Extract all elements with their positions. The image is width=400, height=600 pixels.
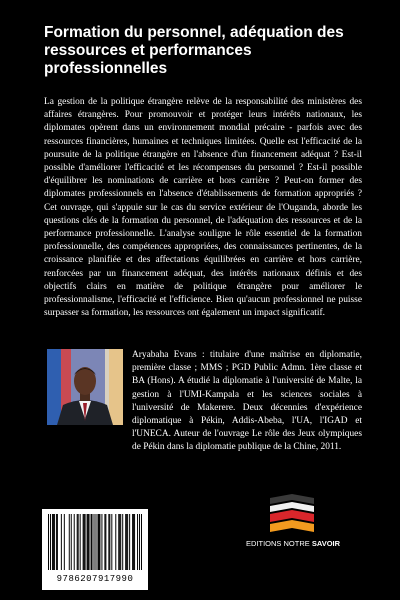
barcode-bar [139, 514, 140, 570]
barcode-bar [92, 514, 93, 570]
barcode-bars [48, 514, 142, 570]
barcode-bar [77, 514, 78, 570]
barcode-bar [119, 514, 120, 570]
barcode-bar [71, 514, 72, 570]
barcode-bar [115, 514, 116, 570]
author-portrait-icon [47, 349, 123, 425]
author-photo [47, 349, 123, 425]
isbn-number: 9786207917990 [56, 574, 134, 584]
barcode-bar [91, 514, 92, 570]
barcode-bar [54, 514, 55, 570]
open-book-stack-logo-icon [246, 494, 338, 534]
publisher-logo [246, 494, 341, 550]
barcode-bar [87, 514, 88, 570]
barcode-bar [105, 514, 106, 570]
author-bio: Aryabaha Evans : titulaire d'une maîtrise en diplomatie, première classe ; MMS ; PGD Public Admn. 1ère classe et BA (Hons). A étudié la diplomatie à l'université de Malte, la gestion à l'UMI-Kampala et les sciences sociales à l'université de Makerere. Deux décennies d'expérience diplomatique à Pékin, Addis-Abeba, l'UA, l'IGAD et l'UNECA. Auteur de l'ouvrage Le rôle des Jeux olympiques de Pékin dans la diplomatie publique de la Chine, 2011. [132, 350, 362, 453]
barcode-bar [52, 514, 53, 570]
barcode-bar [89, 514, 90, 570]
barcode-bar [61, 514, 62, 570]
publisher-name-part1: EDITIONS NOTRE [246, 539, 312, 548]
barcode-bar [122, 514, 123, 570]
book-title: Formation du personnel, adéquation des ressources et performances professionnelles [44, 24, 344, 77]
barcode-bar [95, 514, 96, 570]
barcode-bar [74, 514, 75, 570]
barcode-bar [69, 514, 70, 570]
barcode-bar [125, 514, 126, 570]
publisher-name-part2: SAVOIR [311, 539, 341, 548]
barcode-bar [134, 514, 135, 570]
barcode-bar [56, 514, 57, 570]
barcode-bar [78, 514, 79, 570]
publisher-name [246, 538, 341, 550]
barcode-bar [133, 514, 134, 570]
barcode-bar [101, 514, 102, 570]
barcode-bar [85, 514, 86, 570]
barcode-bar [97, 514, 98, 570]
barcode-bar [94, 514, 95, 570]
barcode-bar [83, 514, 84, 570]
barcode-bar [126, 514, 127, 570]
barcode-bar [98, 514, 99, 570]
barcode-bar [53, 514, 54, 570]
book-summary: La gestion de la politique étrangère relève de la responsabilité des ministères des affaires étrangères. Pour promouvoir et protéger leurs intérêts nationaux, les diplomates opèrent dans un environnement mondial précaire - parfois avec des ressources financières, humaines et techniques limitées. Quelle est l'efficacité de la poursuite de la politique étrangère en l'absence d'un financement adéquat ? Est-il possible d'améliorer l'efficacité et les récompenses du personnel ? Est-il possible d'équilibrer les nominations de carrière et hors carrière ? Peut-on former des diplomates professionnels en l'absence d'établissements de formation appropriés ? Cet ouvrage, qui s'appuie sur le cas du service extérieur de l'Ouganda, aborde les questions clés de la formation du personnel, de l'adéquation des ressources et de la performance professionnelle. L'analyse souligne le rôle essentiel de la formation professionnelle, des compétences appropriées, des connaissances pertinentes, de la croissance planifiée et des affectations équilibrées en carrière et hors carrière, renforcées par un financement adéquat, des intérêts nationaux définis et des objectifs clairs en matière de politique étrangère pour améliorer le professionnalisme, l'efficacité et l'efficience. Bien qu'aucun professionnel ne puisse surpasser sa formation, les ressources ont également un impact significatif. [44, 97, 362, 319]
barcode-bar [129, 514, 130, 570]
barcode-bar [50, 514, 51, 570]
barcode-bar [108, 514, 109, 570]
barcode-bar [120, 514, 121, 570]
barcode-bar [80, 514, 81, 570]
barcode-bar [127, 514, 128, 570]
barcode-bar [118, 514, 119, 570]
barcode-bar [111, 514, 112, 570]
barcode-bar [109, 514, 110, 570]
barcode-bar [99, 514, 100, 570]
barcode-bar [48, 514, 49, 570]
barcode-bar [64, 514, 65, 570]
barcode-bar [84, 514, 85, 570]
barcode-bar [132, 514, 133, 570]
barcode-bar [137, 514, 138, 570]
barcode-bar [57, 514, 58, 570]
barcode-bar [141, 514, 142, 570]
barcode-bar [104, 514, 105, 570]
barcode-bar [88, 514, 89, 570]
isbn-barcode [42, 509, 148, 590]
